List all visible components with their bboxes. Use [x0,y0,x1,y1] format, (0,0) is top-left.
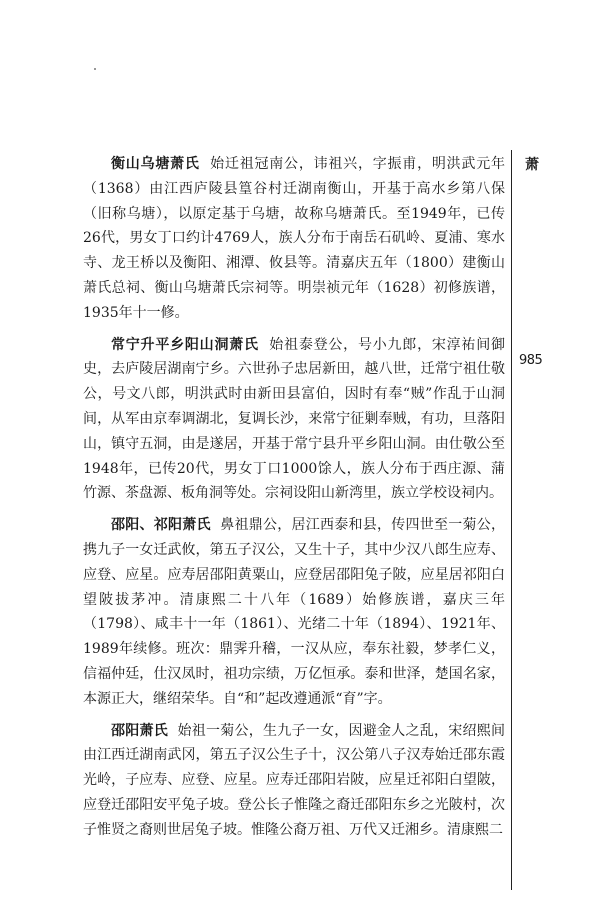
entry-text: 始迁祖冠南公，讳祖兴，字振甫，明洪武元年（1368）由江西庐陵县篁谷村迁湖南衡山，开基于高水乡第八保（旧称乌塘），以原定基于乌塘，故称乌塘萧氏。至1949年，已传26代，男女丁口约计4769人，族人分布于南岳石矶岭、夏浦、寒水寺、龙王桥以及衡阳、湘潭、攸县等。清嘉庆五年（1800）建衡山萧氏总祠、衡山乌塘萧氏宗祠等。明崇祯元年（1628）初修族谱，1935年十一修。 [83,156,505,321]
entry-text: 始祖一菊公，生九子一女，因避金人之乱，宋绍熙间由江西迁湖南武冈，第五子汉公生子十，汉公第八子汉寿始迁邵东霞光岭，子应寿、应登、应星。应寿迁邵阳岩陂，应星迁祁阳白望陂，应登迁邵阳安平兔子坡。登公长子惟隆之裔迁邵阳东乡之光陂村，次子惟贤之裔则世居兔子坡。惟隆公裔万祖、万代又迁湘乡。清康熙二 [83,722,506,838]
margin-rule [511,150,512,890]
entry-changning-yangshandong [83,333,505,507]
article-body [83,152,505,850]
entry-hengshan-wutang [83,152,505,326]
entry-heading: 常宁升平乡阳山洞萧氏 [111,336,259,353]
entry-shaoyang-qiyang [83,513,505,711]
page-number: 985 [519,353,543,368]
entry-shaoyang [83,719,505,843]
margin-index-char: 萧 [525,157,539,173]
entry-heading: 邵阳萧氏 [111,722,169,739]
entry-text: 始祖泰登公，号小九郎，宋淳祐间御史，去庐陵居湖南宁乡。六世孙子忠居新田，越八世，迁常宁祖仕敬公，号文八郎，明洪武时由新田县富伯，因时有奉“贼”作乱于山洞间，从军由京奉调湖北，复调长沙，来常宁征剿奉贼，有功，旦落阳山，镇守五洞，由是遂居，开基于常宁县升平乡阳山洞。由仕敬公至1948年，已传20代，男女丁口1000馀人，族人分布于西庄源、蒲竹源、茶盘源、板角洞等处。宗祠设阳山新湾里，族立学校设祠内。 [83,336,505,502]
entry-heading: 衡山乌塘萧氏 [111,156,200,172]
page-speck [94,68,96,70]
entry-heading: 邵阳、祁阳萧氏 [111,517,211,534]
entry-text: 鼻祖鼎公，居江西泰和县，传四世至一菊公，携九子一女迁武攸，第五子汉公，又生十子，其中少汉八郎生应寿、应登、应星。应寿居邵阳黄粟山，应登居邵阳兔子陂，应星居祁阳白望陂拔茅冲。清康熙二十八年（1689）始修族谱，嘉庆三年（1798）、咸丰十一年（1861）、光绪二十年（1894）、1921年、1989年续修。班次：鼎霁升稽，一汉从应，奉东社毅，梦孝仁义，信福仲廷，仕汉凤时，祖功宗绩，万亿恒承。泰和世泽，楚国名家，本源正大，继绍荣华。自“和”起改遵通派“育”字。 [83,517,506,707]
